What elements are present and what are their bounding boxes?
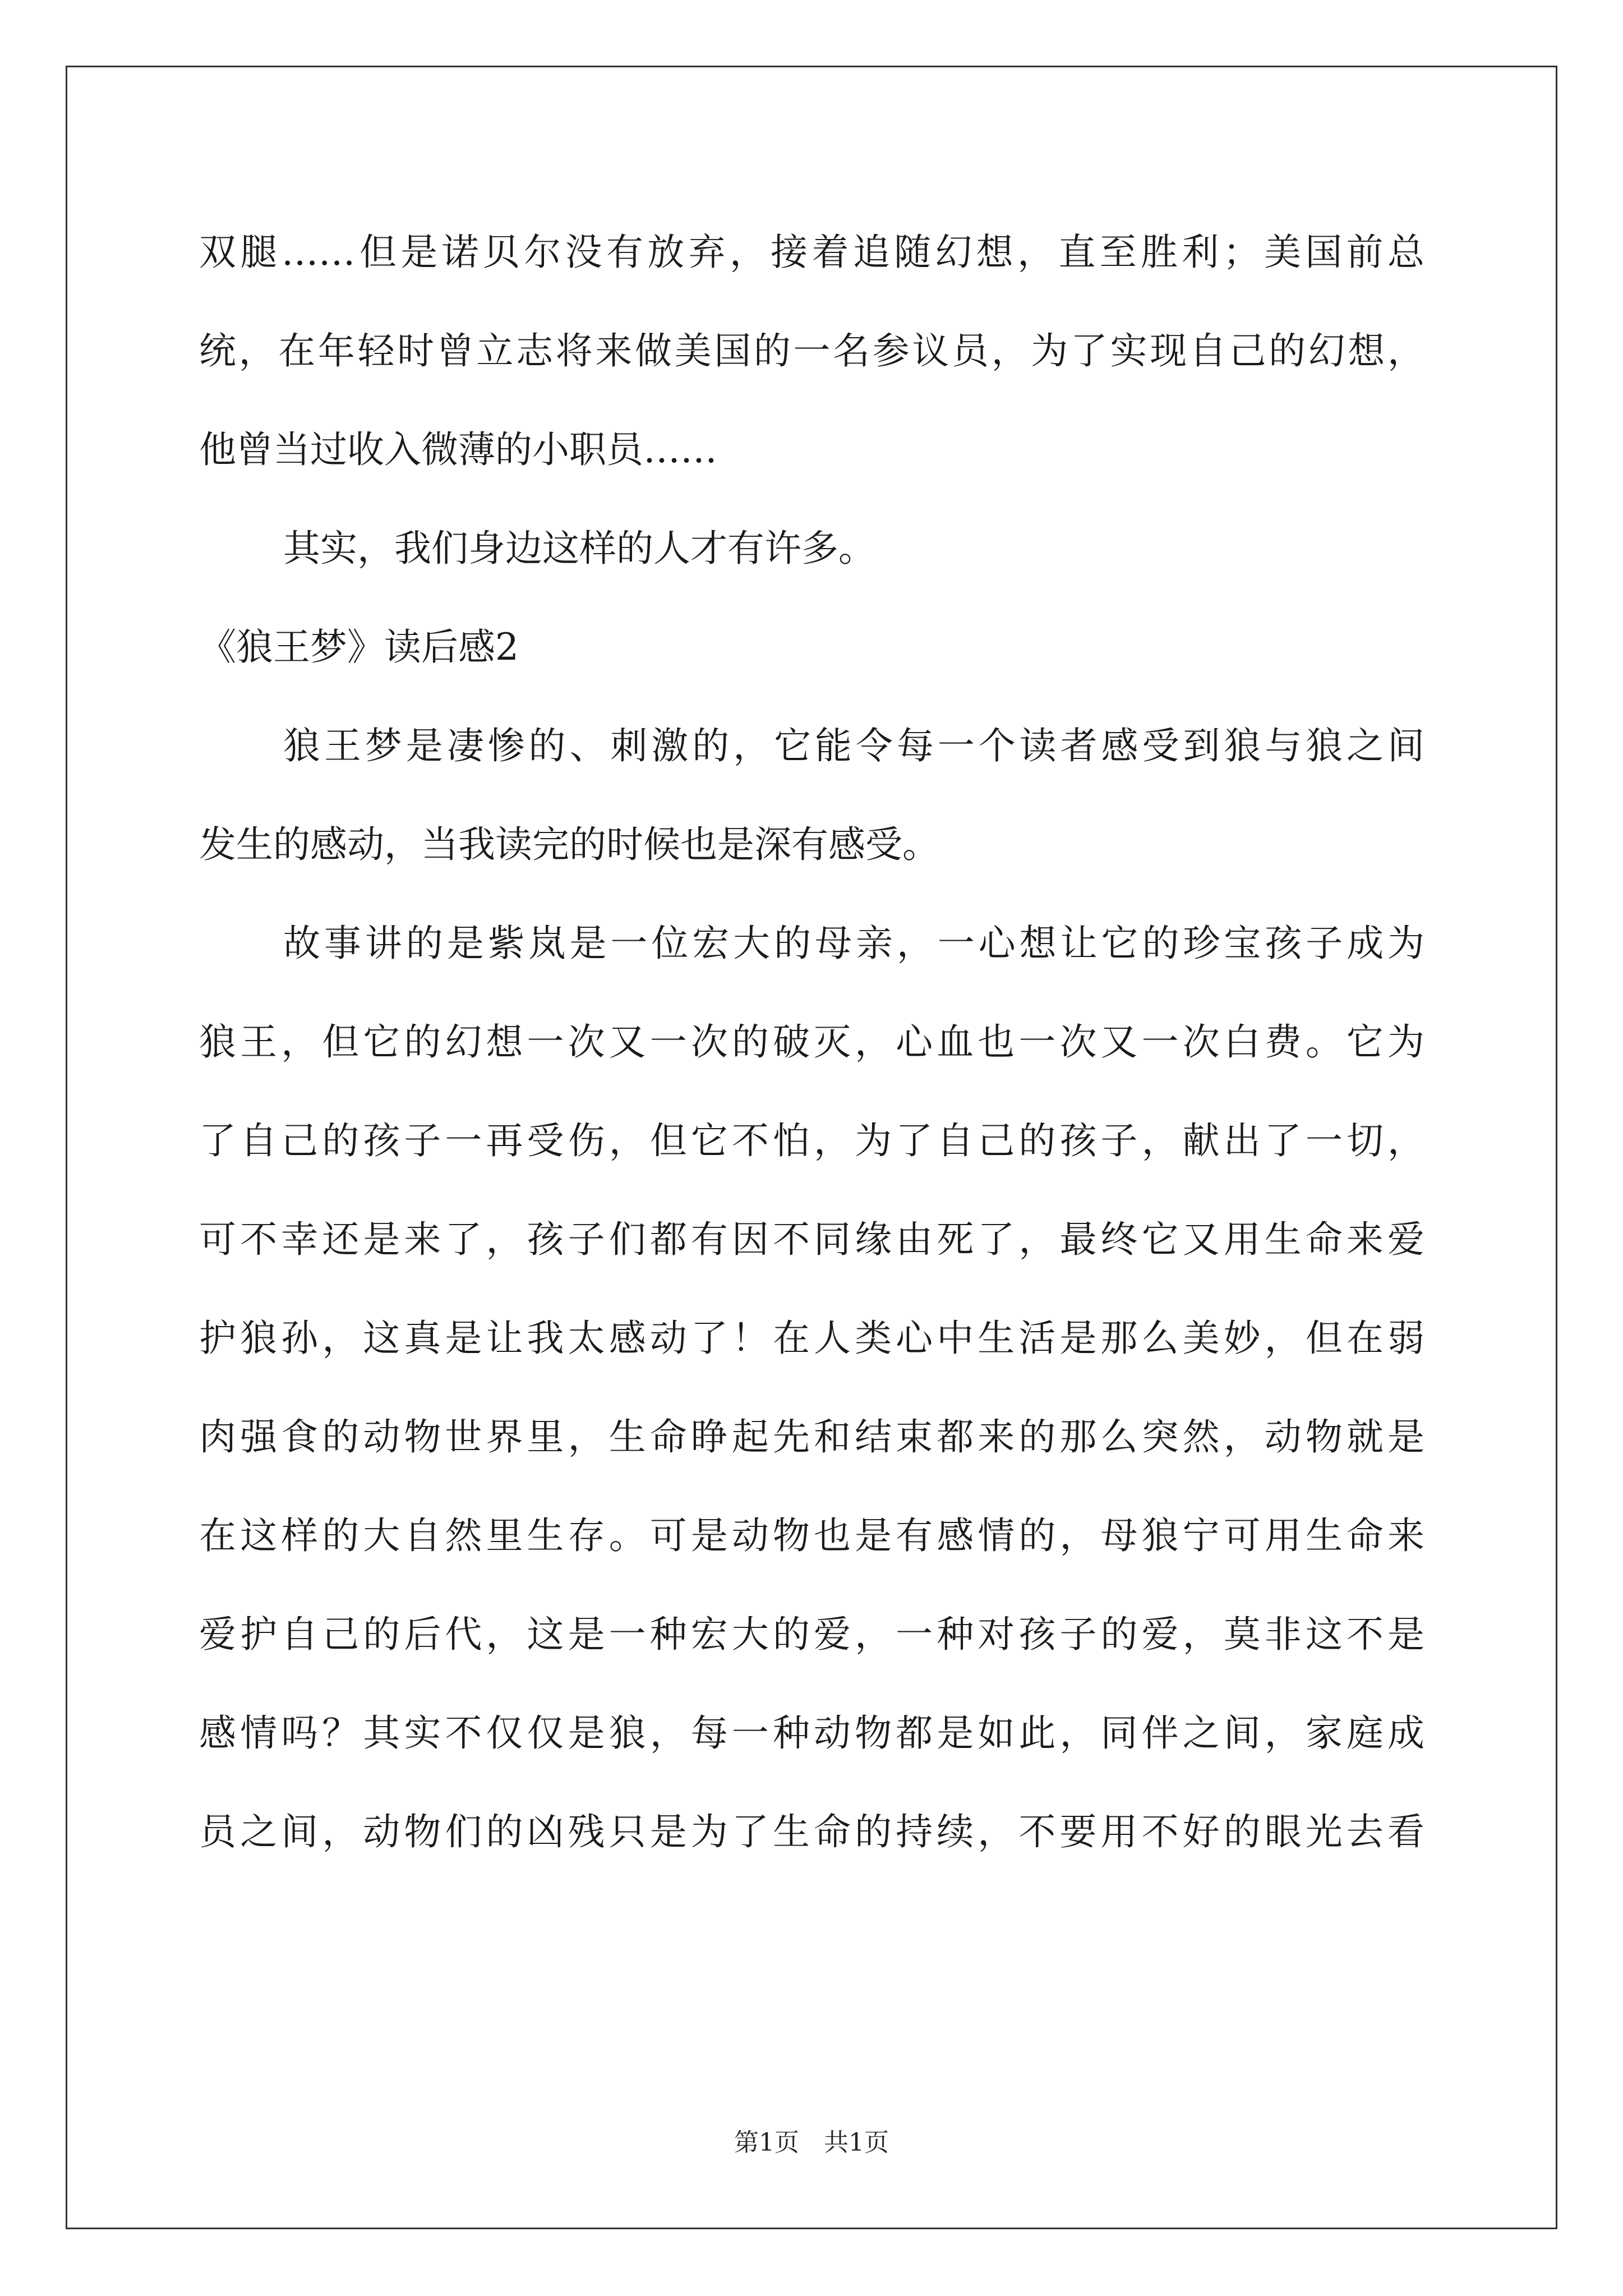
paragraph-line: 狼王梦是凄惨的、刺激的，它能令每一个读者感受到狼与狼之间	[283, 724, 1424, 767]
paragraph-line: 在这样的大自然里生存。可是动物也是有感情的，母狼宁可用生命来	[199, 1514, 1424, 1557]
paragraph-line: 肉强食的动物世界里，生命睁起先和结束都来的那么突然，动物就是	[199, 1415, 1424, 1458]
paragraph-line: 员之间，动物们的凶残只是为了生命的持续，不要用不好的眼光去看	[199, 1810, 1424, 1853]
paragraph-line: 了自己的孩子一再受伤，但它不怕，为了自己的孩子，献出了一切，	[199, 1119, 1424, 1162]
paragraph-line: 统，在年轻时曾立志将来做美国的一名参议员，为了实现自己的幻想，	[199, 329, 1424, 372]
paragraph-line: 狼王，但它的幻想一次又一次的破灭，心血也一次又一次白费。它为	[199, 1020, 1424, 1064]
paragraph-line: 双腿……但是诺贝尔没有放弃，接着追随幻想，直至胜利；美国前总	[199, 231, 1424, 274]
paragraph-line: 感情吗？其实不仅仅是狼，每一种动物都是如此，同伴之间，家庭成	[199, 1711, 1424, 1755]
paragraph-line: 他曾当过收入微薄的小职员……	[199, 428, 717, 471]
section-heading: 《狼王梦》读后感2	[199, 625, 519, 669]
document-body	[199, 210, 1424, 1889]
paragraph-line: 故事讲的是紫岚是一位宏大的母亲，一心想让它的珍宝孩子成为	[283, 922, 1424, 965]
paragraph-line: 发生的感动，当我读完的时候也是深有感受。	[199, 823, 939, 866]
paragraph-line: 可不幸还是来了，孩子们都有因不同缘由死了，最终它又用生命来爱	[199, 1218, 1424, 1261]
paragraph-line: 护狼孙，这真是让我太感动了！在人类心中生活是那么美妙，但在弱	[199, 1317, 1424, 1360]
paragraph-line: 其实，我们身边这样的人才有许多。	[283, 527, 875, 570]
paragraph-line: 爱护自己的后代，这是一种宏大的爱，一种对孩子的爱，莫非这不是	[199, 1613, 1424, 1656]
page-number-footer: 第1页 共1页	[734, 2128, 889, 2157]
